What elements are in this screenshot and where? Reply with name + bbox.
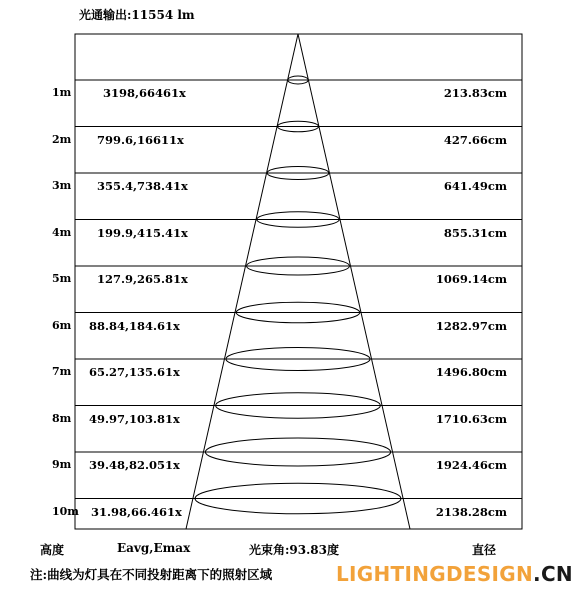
watermark-logo [336,562,573,586]
cone-left-edge [186,34,298,529]
row-diameter-label: 427.66cm [443,132,507,147]
logo-domain: .CN [533,562,573,586]
row-height-label: 3m [52,179,72,192]
footnote: 注:曲线为灯具在不同投射距离下的照射区域 [30,567,273,582]
diameter-axis-label: 直径 [472,543,497,557]
row-diameter-label: 2138.28cm [435,504,507,519]
beam-angle-label: 光束角:93.83度 [249,543,340,557]
row-height-label: 6m [52,318,72,332]
luminous-flux-title: 光通输出:11554 lm [79,8,195,22]
row-illuminance-label: 799.6,16611x [97,132,184,147]
row-height-label: 8m [52,411,72,425]
row-diameter-label: 1924.46cm [435,458,507,472]
logo-text: LIGHTINGDESIGN [336,562,534,586]
row-illuminance-label: 199.9,415.41x [97,225,188,240]
row-diameter-label: 1282.97cm [435,318,507,333]
row-height-label: 2m [52,132,72,146]
row-illuminance-label: 39.48,82.051x [89,458,180,472]
row-illuminance-label: 88.84,184.61x [89,318,180,333]
row-illuminance-label: 49.97,103.81x [89,411,180,426]
row-diameter-label: 1496.80cm [435,365,507,379]
row-diameter-label: 641.49cm [443,179,507,193]
row-diameter-label: 213.83cm [443,86,507,100]
row-illuminance-label: 65.27,135.61x [89,365,180,379]
row-illuminance-label: 127.9,265.81x [97,272,188,286]
cone-right-edge [298,34,410,529]
row-height-label: 7m [52,365,72,378]
height-axis-label: 高度 [40,543,65,557]
eavg-emax-label: Eavg,Emax [117,541,191,555]
row-diameter-label: 1069.14cm [435,272,507,286]
row-illuminance-label: 3198,66461x [103,86,186,100]
row-diameter-label: 1710.63cm [435,411,507,426]
row-illuminance-label: 31.98,66.461x [91,504,182,519]
row-height-label: 5m [52,272,72,285]
row-diameter-label: 855.31cm [443,225,507,240]
row-height-label: 4m [52,225,72,239]
row-illuminance-label: 355.4,738.41x [97,179,188,193]
row-height-label: 9m [52,458,72,471]
row-height-label: 10m [52,504,79,518]
row-height-label: 1m [52,86,72,99]
